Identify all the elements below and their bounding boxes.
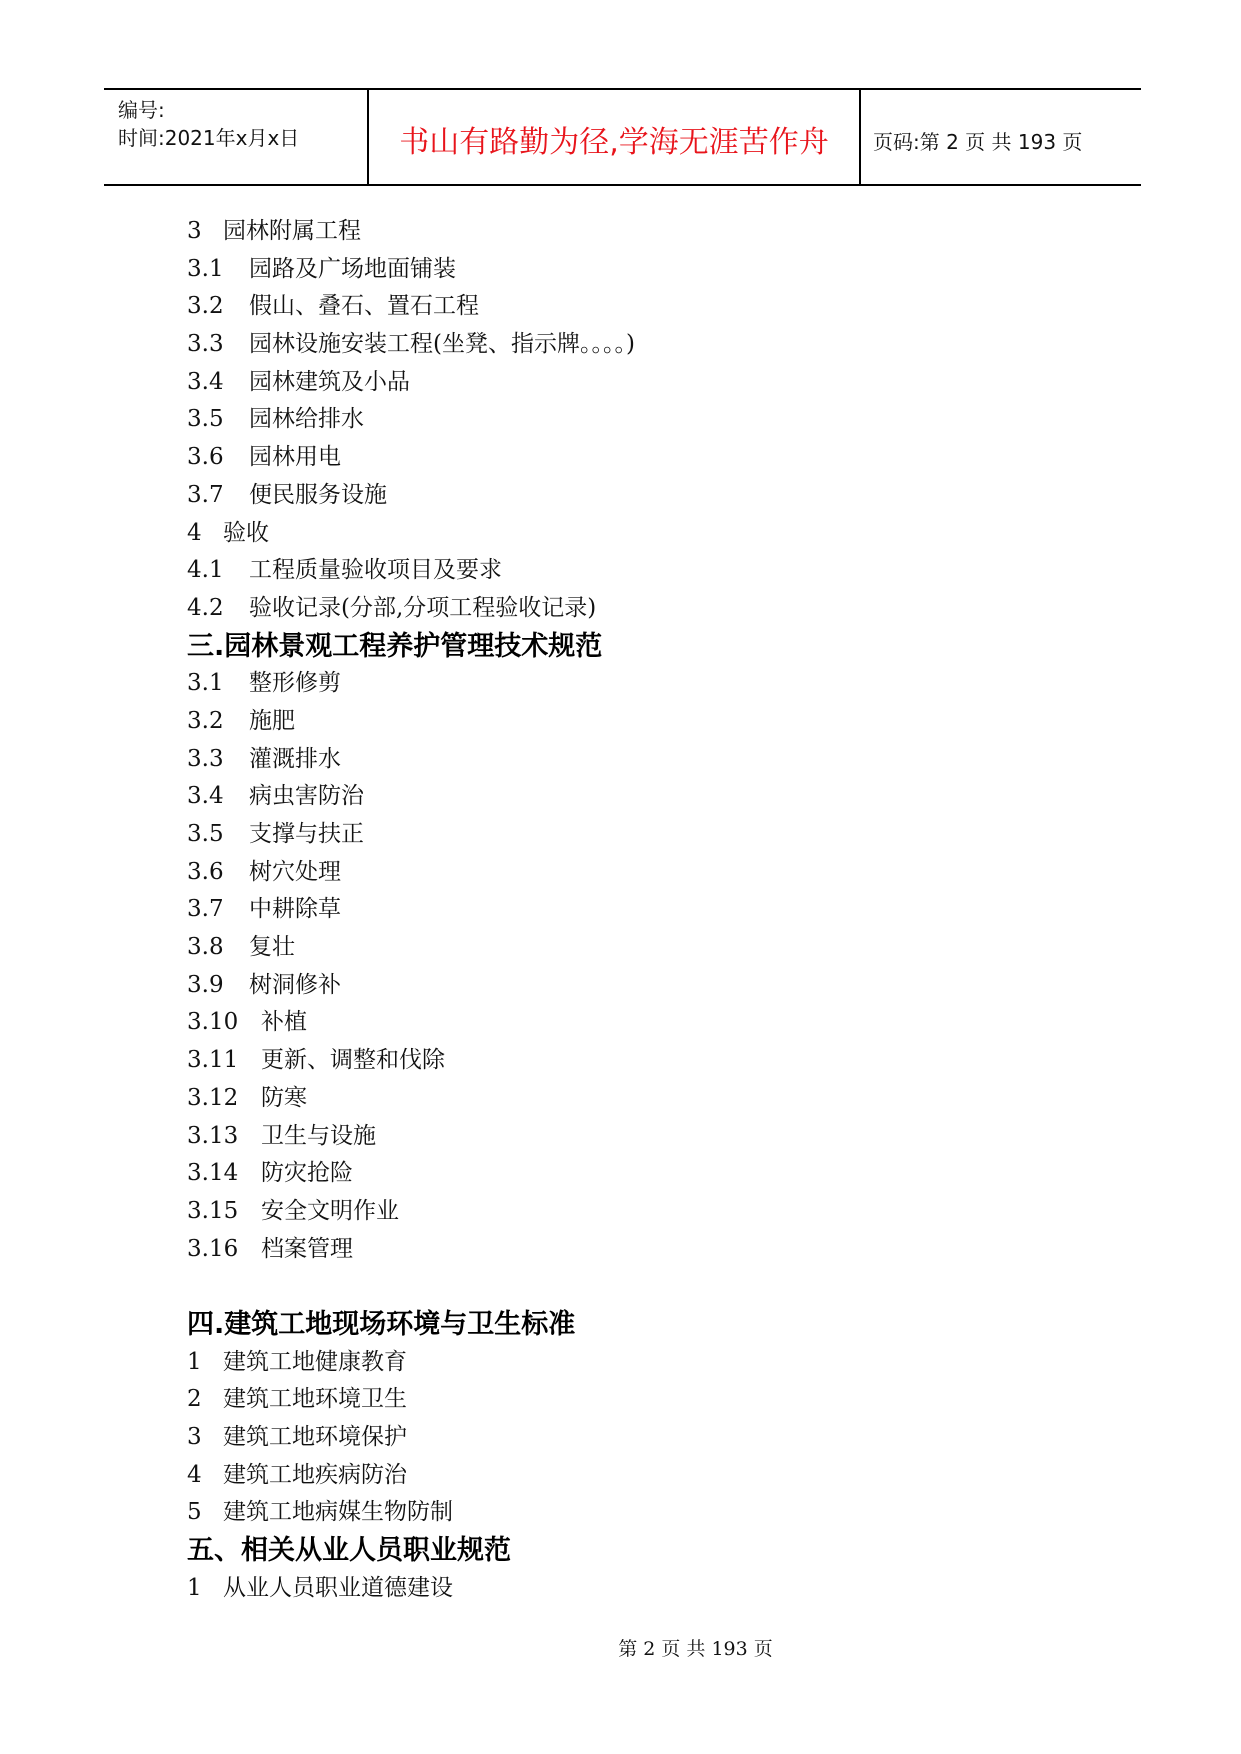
- outline-item: [187, 1231, 1087, 1269]
- section-heading: 三.园林景观工程养护管理技术规范: [187, 630, 603, 662]
- outline-item-number: 4: [187, 1461, 202, 1488]
- outline-item-text: 安全文明作业: [261, 1197, 399, 1224]
- outline-item-number: 2: [187, 1386, 202, 1413]
- outline-item-number: 3.5: [187, 821, 224, 847]
- outline-item-text: 防寒: [261, 1084, 307, 1111]
- outline-item-text: 工程质量验收项目及要求: [249, 557, 502, 584]
- blank-line: [187, 1268, 1087, 1306]
- outline-item-text: 园路及广场地面铺装: [249, 255, 456, 282]
- outline-item-text: 施肥: [249, 707, 295, 734]
- outline-item: [187, 401, 1087, 439]
- outline-item-number: 3.1: [187, 670, 224, 697]
- outline-item-number: 3.12: [187, 1084, 239, 1111]
- section-heading: 四.建筑工地现场环境与卫生标准: [187, 1308, 576, 1340]
- outline-item: [187, 1042, 1087, 1080]
- outline-item-number: 3: [187, 218, 202, 244]
- outline-item-text: 树洞修补: [249, 971, 341, 998]
- outline-item-text: 整形修剪: [249, 670, 341, 697]
- outline-item-text: 档案管理: [261, 1235, 353, 1262]
- outline-item: [187, 1381, 1087, 1419]
- outline-item-text: 补植: [261, 1009, 307, 1036]
- outline-item: [187, 741, 1087, 779]
- outline-item-text: 建筑工地环境卫生: [223, 1386, 407, 1413]
- outline-item: [187, 1570, 1087, 1608]
- outline-item-text: 中耕除草: [249, 896, 341, 923]
- outline-item-text: 更新、调整和伐除: [261, 1047, 445, 1074]
- outline-item: [187, 288, 1087, 326]
- outline-item-number: 3.10: [187, 1009, 239, 1036]
- outline-item-number: 3.15: [187, 1197, 239, 1224]
- outline-item-number: 4.1: [187, 557, 224, 584]
- page-footer: 第 2 页 共 193 页: [618, 1638, 773, 1660]
- header-meta-cell: [104, 90, 367, 184]
- outline-item: [187, 552, 1087, 590]
- outline-item-text: 支撑与扶正: [249, 821, 364, 847]
- outline-item: [187, 1193, 1087, 1231]
- page-header: [104, 88, 1141, 186]
- outline-item-number: 5: [187, 1499, 202, 1526]
- document-time-label: 时间:2021年x月x日: [118, 126, 300, 150]
- document-number-label: 编号:: [118, 98, 165, 122]
- outline-item-text: 卫生与设施: [261, 1122, 376, 1149]
- outline-item-text: 验收: [223, 519, 269, 546]
- outline-item-text: 园林设施安装工程(坐凳、指示牌。。。。): [249, 331, 635, 358]
- outline-item-number: 3.2: [187, 707, 224, 734]
- outline-item: [187, 891, 1087, 929]
- outline-item: [187, 778, 1087, 816]
- outline-item: [187, 1080, 1087, 1118]
- outline-item: [187, 967, 1087, 1005]
- outline-item-number: 3.3: [187, 745, 224, 772]
- outline-item-text: 园林给排水: [249, 406, 364, 433]
- outline-item: [187, 1344, 1087, 1382]
- outline-item-text: 园林建筑及小品: [249, 368, 410, 395]
- outline-item-text: 验收记录(分部,分项工程验收记录): [249, 594, 597, 621]
- outline-item: [187, 439, 1087, 477]
- outline-item-text: 建筑工地健康教育: [223, 1348, 407, 1375]
- section-heading: 五、相关从业人员职业规范: [187, 1535, 511, 1567]
- outline-item: [187, 929, 1087, 967]
- outline-item: [187, 703, 1087, 741]
- outline-item-number: 3.1: [187, 255, 224, 282]
- outline-item-text: 复壮: [249, 934, 295, 961]
- outline-item: [187, 477, 1087, 515]
- outline-item-number: 3.6: [187, 444, 224, 471]
- outline-item-text: 便民服务设施: [249, 481, 387, 508]
- outline-item: [187, 665, 1087, 703]
- outline-item: [187, 364, 1087, 402]
- outline-item: [187, 326, 1087, 364]
- header-motto: 书山有路勤为径,学海无涯苦作舟: [399, 125, 829, 160]
- outline-item: [187, 1494, 1087, 1532]
- outline-item-number: 3.5: [187, 406, 224, 433]
- outline-item-number: 3.3: [187, 331, 224, 358]
- outline-item-text: 建筑工地环境保护: [223, 1424, 407, 1450]
- outline-item-text: 防灾抢险: [261, 1160, 353, 1187]
- outline-item-number: 3.4: [187, 783, 224, 810]
- outline-item-number: 3.8: [187, 934, 224, 961]
- outline-item-text: 园林附属工程: [223, 218, 361, 244]
- outline-item-number: 3.9: [187, 971, 224, 998]
- outline-item-number: 3: [187, 1424, 202, 1450]
- outline-item: [187, 816, 1087, 854]
- outline-item-number: 3.7: [187, 481, 224, 508]
- outline-item: [187, 1004, 1087, 1042]
- outline-item-number: 3.7: [187, 896, 224, 923]
- outline-item-text: 建筑工地病媒生物防制: [223, 1499, 453, 1526]
- outline-item-number: 4.2: [187, 594, 224, 621]
- outline-item-text: 灌溉排水: [249, 745, 341, 772]
- outline-item: [187, 251, 1087, 289]
- outline-item: [187, 854, 1087, 892]
- outline-item-text: 病虫害防治: [249, 783, 364, 810]
- outline-item-number: 3.14: [187, 1160, 239, 1187]
- outline-item-number: 4: [187, 519, 202, 546]
- outline-item: [187, 1118, 1087, 1156]
- outline-item-text: 建筑工地疾病防治: [223, 1461, 407, 1488]
- outline-item-text: 树穴处理: [249, 858, 341, 885]
- outline-item: [187, 1155, 1087, 1193]
- outline-item-text: 园林用电: [249, 444, 341, 471]
- outline-item: [187, 1419, 1087, 1457]
- header-page-cell: [859, 90, 1141, 184]
- outline-item-text: 假山、叠石、置石工程: [249, 293, 479, 320]
- header-motto-cell: [367, 90, 861, 184]
- outline-item-number: 3.13: [187, 1122, 239, 1149]
- outline-item: [187, 213, 1087, 251]
- outline-item: [187, 590, 1087, 628]
- outline-item-text: 从业人员职业道德建设: [223, 1574, 453, 1601]
- document-body: [187, 213, 1087, 1607]
- outline-item-number: 1: [187, 1574, 202, 1601]
- outline-item-number: 3.6: [187, 858, 224, 885]
- header-page-number: 页码:第 2 页 共 193 页: [873, 130, 1083, 154]
- outline-item-number: 1: [187, 1348, 202, 1375]
- outline-item-number: 3.4: [187, 368, 224, 395]
- outline-item-number: 3.16: [187, 1235, 239, 1262]
- outline-item: [187, 1457, 1087, 1495]
- outline-item-number: 3.2: [187, 293, 224, 320]
- outline-item: [187, 515, 1087, 553]
- outline-item-number: 3.11: [187, 1047, 239, 1074]
